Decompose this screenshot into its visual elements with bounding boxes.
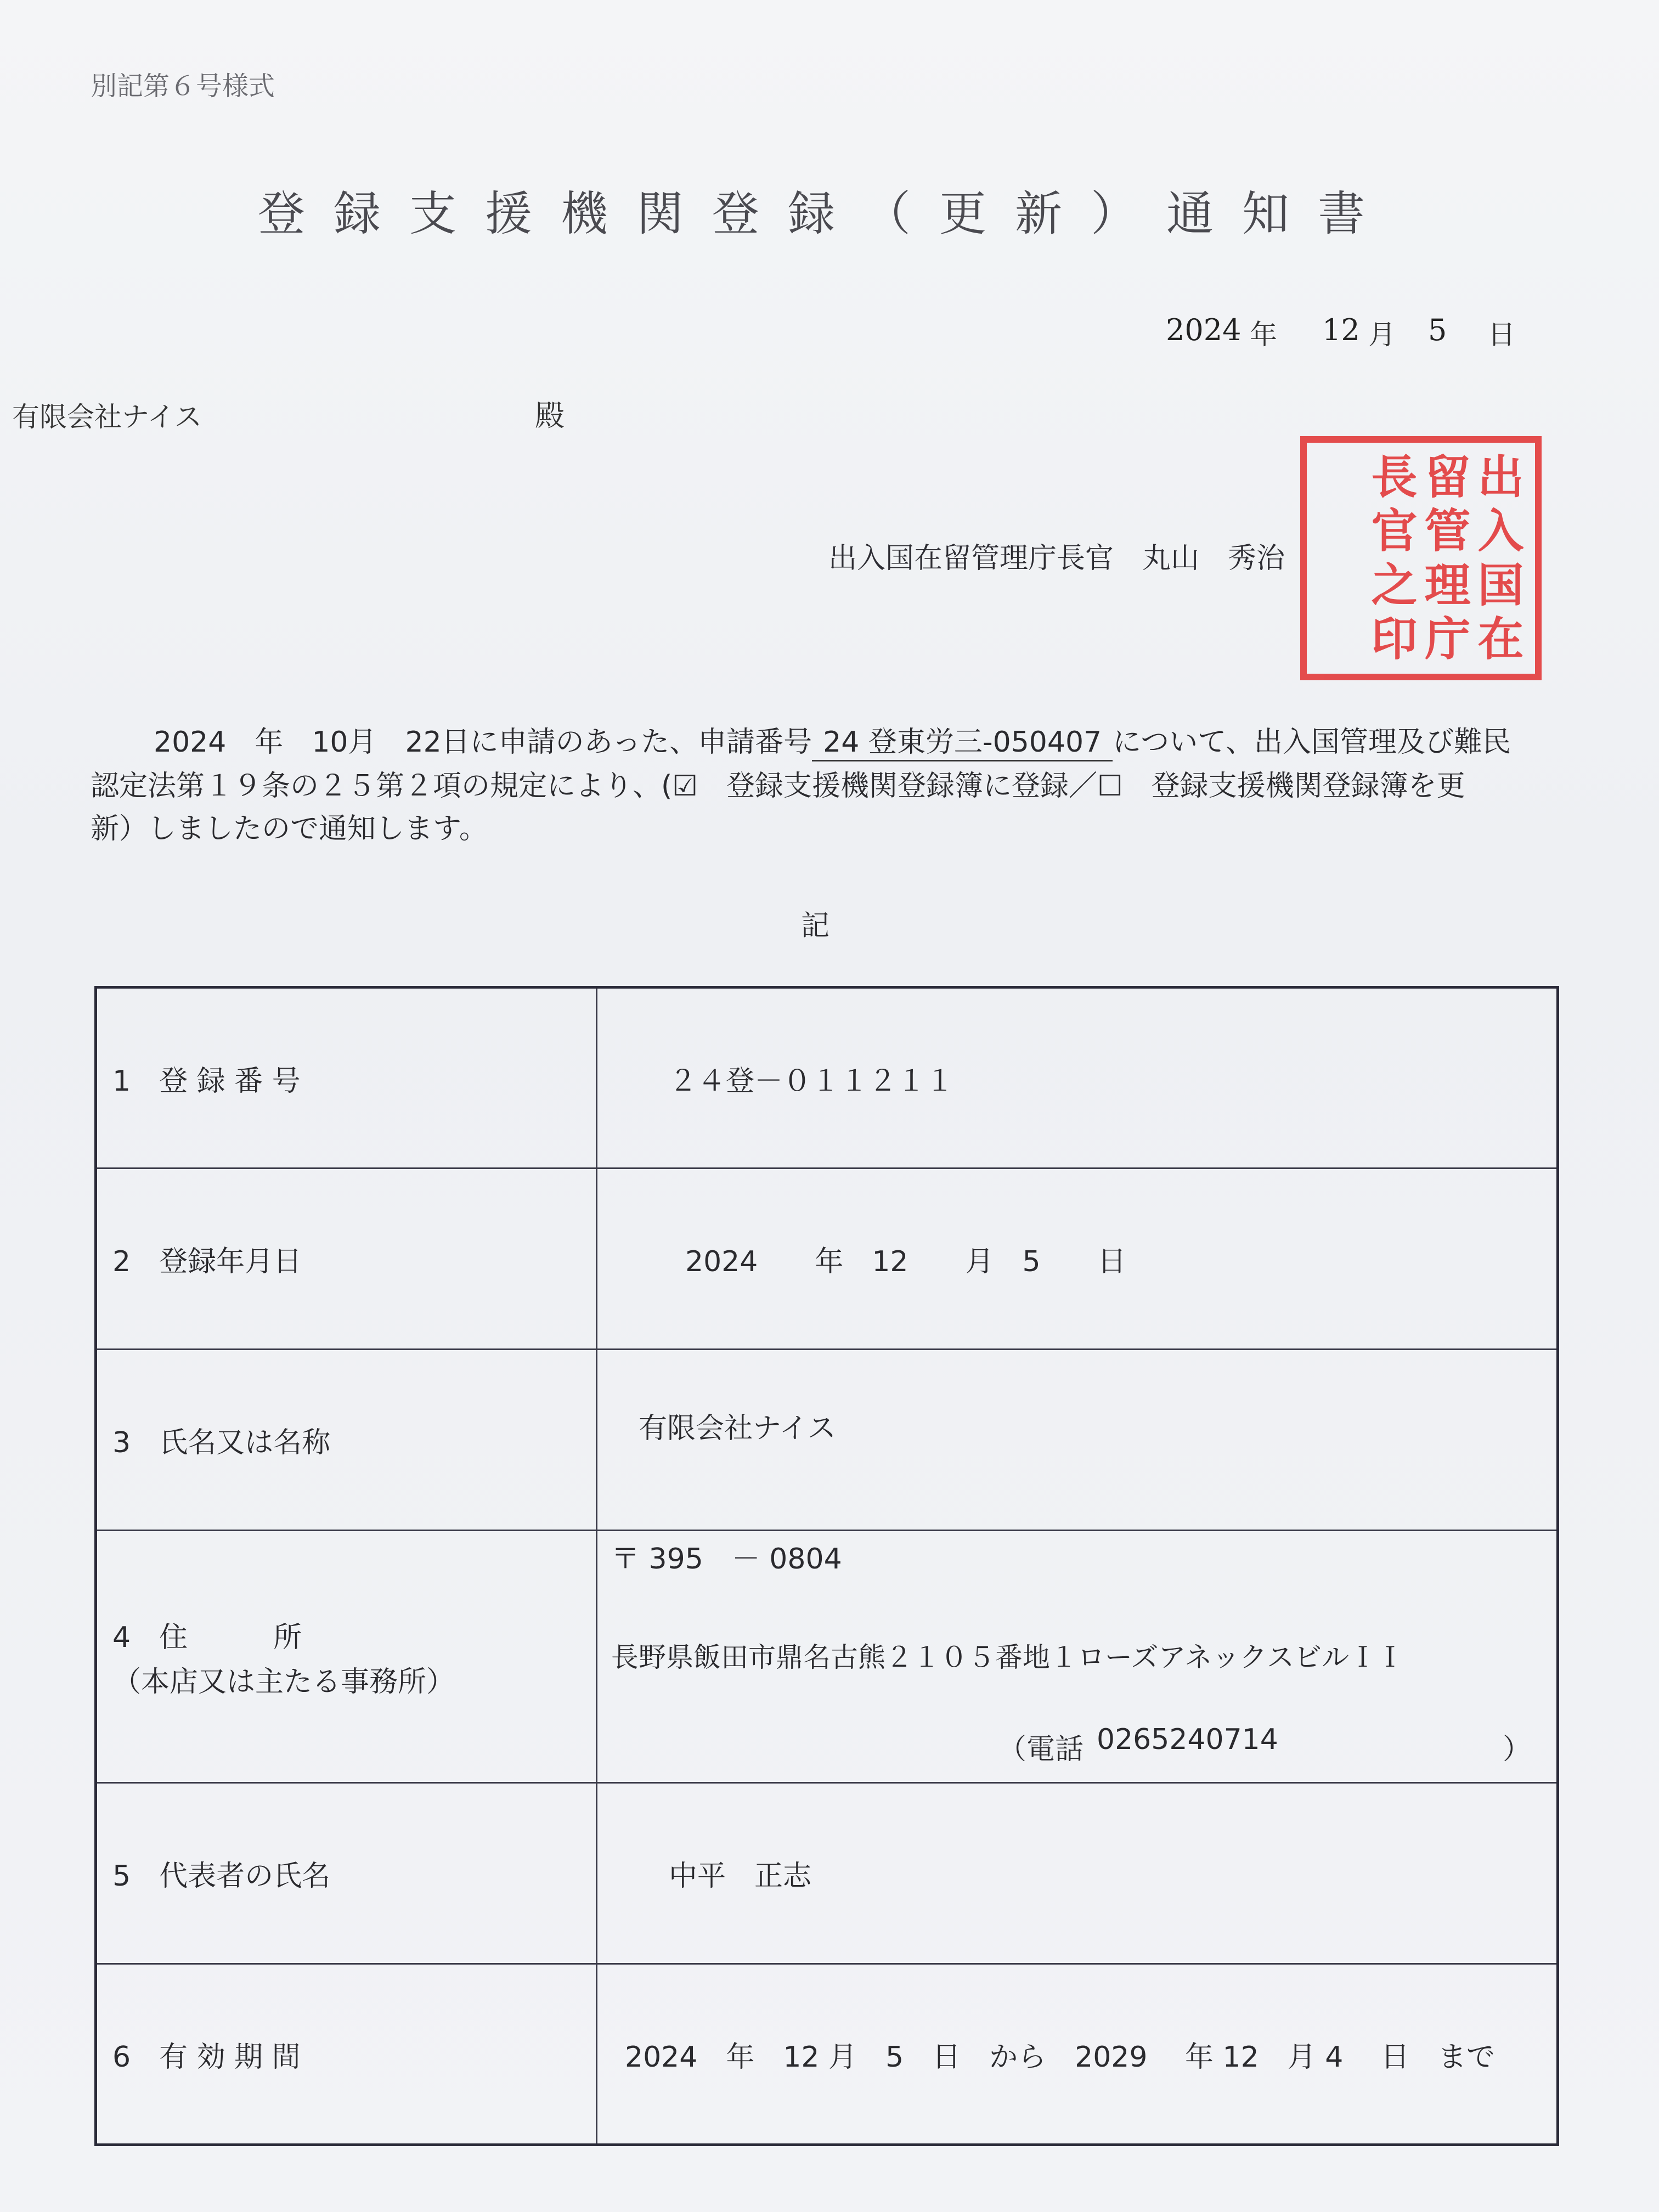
unchecked-checkbox-icon: ☐ [1097, 770, 1123, 803]
official-seal [1300, 436, 1542, 680]
row-label [96, 1531, 597, 1783]
notice-date-month-unit: 月 [1368, 319, 1396, 351]
notice-date-day-unit: 日 [1488, 319, 1515, 351]
notice-date-day: 5 [1428, 313, 1447, 347]
row-label: 5 代表者の氏名 [96, 1783, 597, 1964]
phone-close: ） [1503, 1733, 1532, 1766]
seal-char: 国 [1477, 557, 1524, 612]
recipient-honorific: 殿 [535, 398, 565, 433]
table-row [96, 1350, 1558, 1531]
seal-char: 在 [1477, 611, 1524, 666]
table-row [96, 1964, 1558, 2145]
document-title: 登録支援機関登録（更新）通知書 [258, 187, 1393, 241]
representative-name: 中平 正志 [597, 1783, 1558, 1964]
table-row [96, 1531, 1558, 1783]
address-cell [597, 1531, 1558, 1783]
checked-checkbox-icon: ☑ [672, 770, 698, 803]
body-line-1-prefix: 2024 年 10月 22日に申請のあった、申請番号 [154, 726, 812, 759]
phone-label: （電話 [998, 1733, 1084, 1766]
registration-number: ２４登－０１１２１１ [597, 988, 1558, 1169]
seal-char: 庁 [1424, 611, 1471, 666]
body-line-1 [154, 719, 1511, 761]
postal-code: 〒 395 － 0804 [611, 1543, 842, 1576]
registration-details-table [94, 986, 1559, 2146]
ki-label: 記 [801, 910, 830, 943]
row-label: 2 登録年月日 [96, 1169, 597, 1350]
seal-char: 之 [1371, 557, 1418, 612]
row-label: 1 登 録 番 号 [96, 988, 597, 1169]
body-line-2 [91, 763, 1465, 804]
seal-char: 長 [1371, 450, 1418, 505]
notice-date-year-unit: 年 [1250, 319, 1277, 351]
seal-char: 印 [1371, 611, 1418, 666]
table-row [96, 1783, 1558, 1964]
validity-period: 2024 年 12 月 5 日 から 2029 年 12 月 4 日 まで [597, 1964, 1558, 2145]
table-row [96, 1169, 1558, 1350]
organization-name: 有限会社ナイス [597, 1350, 1558, 1531]
seal-char: 理 [1424, 557, 1471, 612]
application-number: 24 登東労三-050407 [812, 719, 1113, 761]
body-line-3: 新）しましたので通知します。 [91, 812, 488, 845]
seal-char: 留 [1424, 450, 1471, 505]
registration-date: 2024 年 12 月 5 日 [597, 1169, 1558, 1350]
notice-date-year: 2024 [1166, 313, 1242, 347]
row-label: 3 氏名又は名称 [96, 1350, 597, 1531]
seal-char: 官 [1371, 504, 1418, 558]
address-line: 長野県飯田市鼎名古熊２１０５番地１ローズアネックスビルＩＩ [611, 1641, 1404, 1673]
row-label: 6 有 効 期 間 [96, 1964, 597, 2145]
body-line-2-prefix: 認定法第１９条の２５第２項の規定により、( [91, 770, 673, 803]
notice-date-month: 12 [1322, 313, 1360, 347]
seal-char: 入 [1477, 504, 1524, 558]
seal-char: 出 [1477, 450, 1524, 505]
recipient-name: 有限会社ナイス [12, 401, 202, 433]
address-label-sub: （本店又は主たる事務所） [112, 1665, 455, 1699]
form-number: 別記第６号様式 [91, 71, 275, 101]
issuer-name: 出入国在留管理庁長官 丸山 秀治 [828, 542, 1285, 575]
table-row [96, 988, 1558, 1169]
body-line-1-suffix: について、出入国管理及び難民 [1113, 726, 1511, 759]
option-renew: 登録支援機関登録簿を更 [1151, 770, 1465, 803]
option-register: 登録支援機関登録簿に登録／ [726, 770, 1097, 803]
address-label: 4 住 所 [112, 1621, 302, 1654]
seal-char: 管 [1424, 504, 1471, 558]
phone-number: 0265240714 [1097, 1723, 1278, 1756]
